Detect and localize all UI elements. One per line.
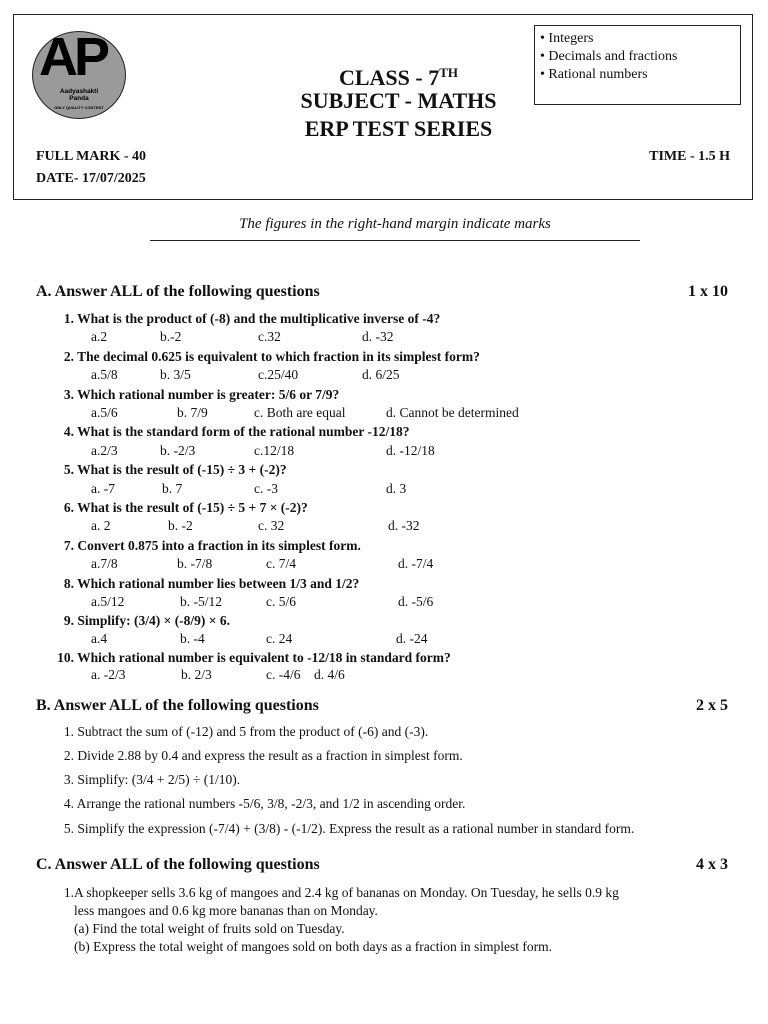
question-item [52,613,230,629]
answer-option: a. 2 [91,518,111,533]
header-box [13,14,753,200]
question-item [52,500,308,516]
exam-date: DATE- 17/07/2025 [36,171,146,186]
section-c-heading [36,856,728,874]
question-text-line: (b) Express the total weight of mangoes sold on both days as a fraction in simplest form. [74,939,553,954]
answer-option: d. -7/4 [398,556,434,571]
topic-item: • Integers [540,31,594,46]
logo [32,31,126,119]
question-text: Simplify: (3/4) × (-8/9) × 6. [77,613,230,628]
marks-note: The figures in the right-hand margin indicate marks [239,216,551,232]
logo-letters: AP [39,31,107,87]
answer-option: b.-2 [160,329,182,344]
question-number: 4. [63,424,74,439]
answer-option: b. 2/3 [181,667,212,682]
question-text: What is the product of (-8) and the multiplicative inverse of -4? [77,311,441,326]
section-c-marks: 4 x 3 [696,856,728,873]
question-item [52,821,634,837]
logo-name-line2: Panda [69,95,89,102]
question-item [52,311,440,327]
answer-option: d. 4/6 [314,667,345,682]
question-number: 1. [63,724,74,739]
answer-option: b. 3/5 [160,367,191,382]
topic-item: • Rational numbers [540,67,648,82]
question-text-line: A shopkeeper sells 3.6 kg of mangoes and 2.4 kg of bananas on Monday. On Tuesday, he sells 0.9 kg [74,885,619,900]
question-text: Which rational number lies between 1/3 and 1/2? [77,576,360,591]
question-item [52,462,287,478]
question-item [52,538,361,554]
answer-option: b. -2 [168,518,193,533]
section-a-heading [36,283,728,301]
question-item [52,387,339,403]
question-number: 3. [63,387,74,402]
question-item [52,748,463,764]
section-a-title: A. Answer ALL of the following questions [36,283,320,300]
divider-rule [150,240,640,241]
question-number: 7. [63,538,74,553]
question-item [52,576,359,592]
question-text-line: (a) Find the total weight of fruits sold on Tuesday. [74,921,345,936]
answer-option: c. 32 [258,518,285,533]
answer-option: c.12/18 [254,443,295,458]
answer-option: a.7/8 [91,556,118,571]
answer-option: d. -32 [362,329,394,344]
answer-option: b. -2/3 [160,443,196,458]
subject-title: SUBJECT - MATHS [300,88,497,113]
question-number: 1. [63,885,74,900]
class-sup: TH [439,65,459,80]
answer-option: b. -7/8 [177,556,213,571]
question-text-line: less mangoes and 0.6 kg more bananas than on Monday. [74,903,378,918]
section-b-heading [36,697,728,715]
question-item [52,796,465,812]
question-text: Divide 2.88 by 0.4 and express the result as a fraction in simplest form. [77,748,463,763]
question-text: The decimal 0.625 is equivalent to which fraction in its simplest form? [77,349,480,364]
answer-option: d. 6/25 [362,367,400,382]
answer-option: d. -5/6 [398,594,434,609]
full-mark: FULL MARK - 40 [36,149,147,164]
question-item [52,650,451,666]
answer-option: a.2 [91,329,108,344]
exam-time: TIME - 1.5 H [649,149,730,164]
question-text: Which rational number is greater: 5/6 or 7/9? [77,387,340,402]
answer-option: d. -32 [388,518,420,533]
question-number: 3. [63,772,74,787]
question-text: Simplify the expression (-7/4) + (3/8) - (-1/2). Express the result as a rational number in standard form. [77,821,635,836]
answer-option: b. 7/9 [177,405,208,420]
question-text: What is the standard form of the rational number -12/18? [77,424,410,439]
topics-box [534,25,741,105]
question-text: Which rational number is equivalent to -12/18 in standard form? [77,650,451,665]
answer-option: a.5/12 [91,594,125,609]
answer-option: c. 24 [266,631,293,646]
logo-name [33,88,125,102]
answer-option: b. 7 [162,481,183,496]
section-a-marks: 1 x 10 [688,283,728,300]
answer-option: c.25/40 [258,367,299,382]
answer-option: c. 7/4 [266,556,296,571]
answer-option: a.4 [91,631,108,646]
answer-option: a.2/3 [91,443,118,458]
question-number: 9. [63,613,74,628]
answer-option: d. -24 [396,631,428,646]
question-number: 5. [63,821,74,836]
question-text: Convert 0.875 into a fraction in its simplest form. [77,538,361,553]
answer-option: a. -2/3 [91,667,126,682]
section-c-title: C. Answer ALL of the following questions [36,856,320,873]
answer-option: b. -5/12 [180,594,222,609]
question-text: What is the result of (-15) ÷ 3 + (-2)? [77,462,287,477]
answer-option: b. -4 [180,631,205,646]
question-item [52,349,480,365]
question-number: 4. [63,796,74,811]
logo-name-line1: Aadyashakti [59,88,99,95]
answer-option: d. Cannot be determined [386,405,519,420]
question-number: 1. [63,311,74,326]
topic-item: • Decimals and fractions [540,49,678,64]
section-b-title: B. Answer ALL of the following questions [36,697,319,714]
question-number: 6. [63,500,74,515]
section-b-marks: 2 x 5 [696,697,728,714]
answer-option: a. -7 [91,481,115,496]
question-item [52,424,410,440]
answer-option: c. -4/6 [266,667,301,682]
question-number: 2. [63,748,74,763]
question-text: What is the result of (-15) ÷ 5 + 7 × (-2)? [77,500,308,515]
class-line: CLASS - 7 [338,65,440,90]
answer-option: a.5/6 [91,405,118,420]
question-number: 8. [63,576,74,591]
logo-tagline: ONLY QUALITY CONTENT [54,105,104,110]
question-number: 5. [63,462,74,477]
answer-option: c. Both are equal [254,405,346,420]
question-number: 2. [63,349,74,364]
series-title: ERP TEST SERIES [304,116,493,141]
answer-option: c.32 [258,329,281,344]
question-text: Subtract the sum of (-12) and 5 from the product of (-6) and (-3). [77,724,429,739]
question-item [52,724,428,740]
answer-option: c. -3 [254,481,278,496]
answer-option: c. 5/6 [266,594,296,609]
answer-option: d. 3 [386,481,407,496]
question-number: 10. [57,650,74,665]
question-text: Simplify: (3/4 + 2/5) ÷ (1/10). [77,772,241,787]
question-text: Arrange the rational numbers -5/6, 3/8, -2/3, and 1/2 in ascending order. [76,796,466,811]
answer-option: d. -12/18 [386,443,435,458]
question-item [52,772,240,788]
answer-option: a.5/8 [91,367,118,382]
